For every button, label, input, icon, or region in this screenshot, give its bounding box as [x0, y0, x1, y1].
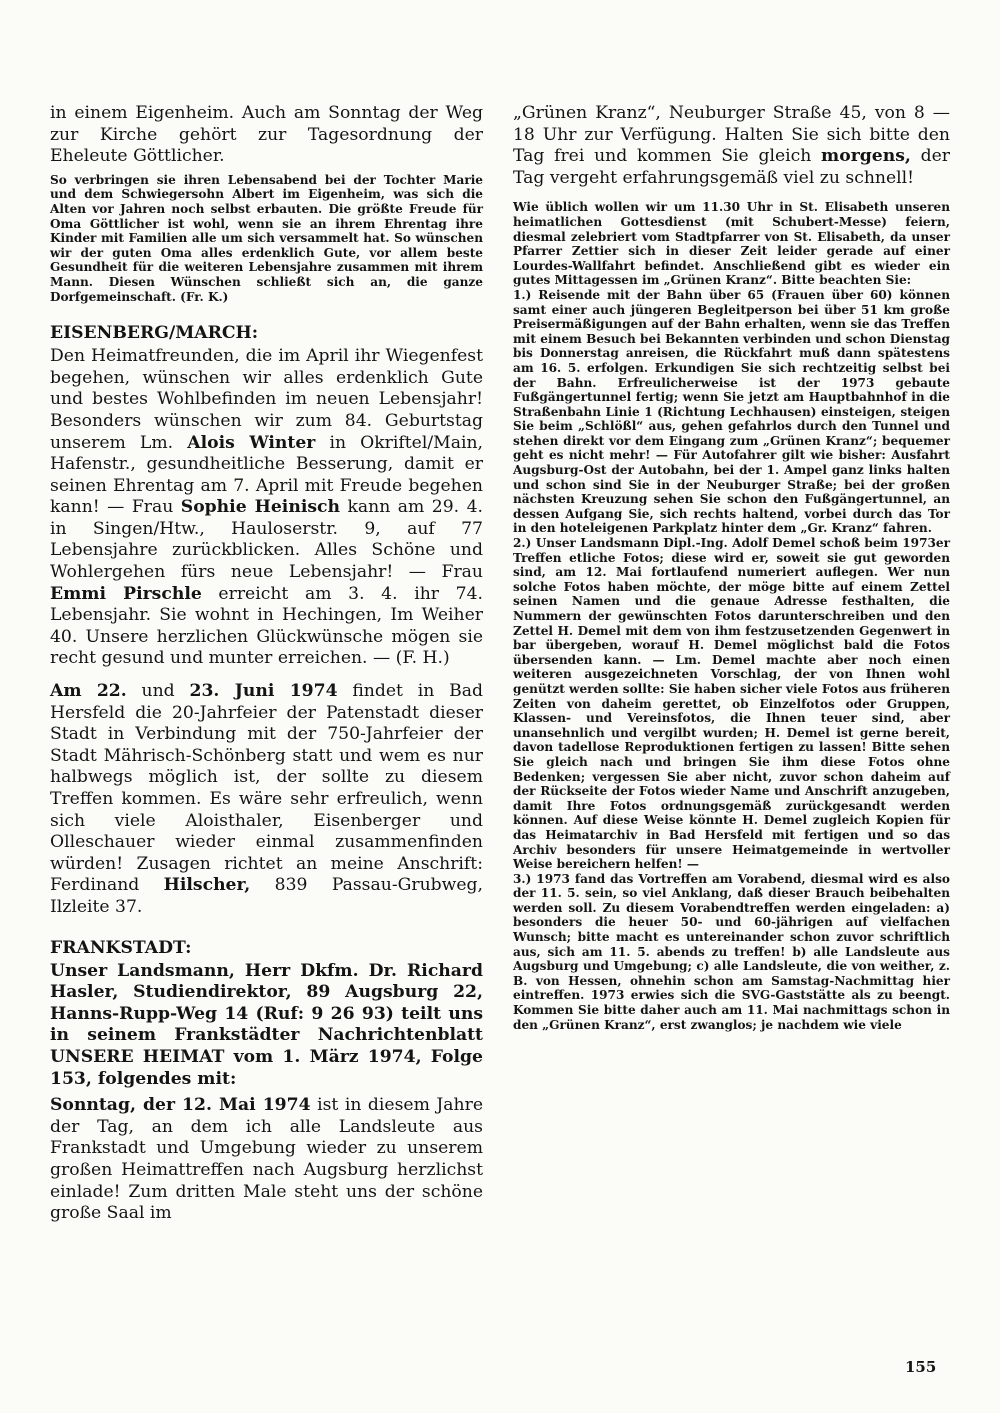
- bold-text: Hilscher,: [163, 875, 251, 896]
- section-heading-frankstadt: FRANKSTADT:: [50, 937, 192, 958]
- paragraph-gottesdienst: Wie üblich wollen wir um 11.30 Uhr in St. Elisabeth unseren heimatlichen Gottesdienst (mit Schubert-Messe) feiern, diesmal zelebriert vom Stadtpfarrer von St. Elisabeth, da unser Pfarrer Zettier sich in dieser Zeit leider gerade auf einer Lourdes-Wallfahrt befindet. Anschließend gibt es wieder ein gutes Mittagessen im „Grünen Kranz“. Bitte beachten Sie:: [513, 200, 950, 288]
- paragraph-goettlicher-intro: in einem Eigenheim. Auch am Sonntag der Weg zur Kirche gehört zur Tagesordnung der Eheleute Göttlicher.: [50, 103, 483, 167]
- text-run: erst zwanglos; je nachdem wie viele: [655, 1017, 902, 1032]
- paragraph-eisenberg-birthdays: [50, 346, 483, 670]
- bold-text: Namen: [571, 594, 621, 609]
- paragraph-item-3-vortreffen: [513, 872, 950, 1033]
- page-number: 155: [905, 1358, 937, 1376]
- bold-text: am 16. 5.: [513, 360, 581, 375]
- text-run: „Grünen Kranz“, Neuburger Straße 45, von 8 — 18 Uhr zur Verfügung. Halten Sie sich bitte den Tag frei und kommen Sie gleich: [513, 103, 950, 167]
- text-run: 1.) Reisende mit der Bahn über 65 (Frauen über 60) können samt einer auch jüngeren Begleitperson bei über 51 km große Preisermäßigungen auf der Bahn erhalten, wenn sie das Treffen mit einem Besuch bei Bekannten verbinden und schon Dienstag bis Donnerstag anreisen, die Rückfahrt muß dann spätestens: [513, 287, 950, 361]
- text-run: ist in diesem Jahre der Tag, an dem ich alle Landsleute aus Frankstadt und Umgebung wieder zu unserem großen Heimattreffen nach Augsburg herzlichst einlade! Zum dritten Male steht uns der schöne große Saal im: [50, 1095, 483, 1224]
- text-run: schon zuvor schriftlich aus, sich am 11. 5. abends zu treffen! b): [513, 930, 950, 959]
- text-run: und: [126, 681, 190, 702]
- right-column: [513, 103, 950, 1032]
- text-run: 3.) 1973 fand das: [513, 871, 639, 886]
- text-run: 2.) Unser Landsmann Dipl.-Ing. Adolf Demel schoß beim 1973er Treffen etliche Fotos; diese wird er, soweit sie gut geworden sind, am 12. Mai fortlaufend numeriert auflegen. Wer nun solche Fotos haben möchte, der möge bitte auf einem Zettel seinen: [513, 536, 950, 609]
- bold-text: alle: [813, 944, 839, 959]
- bold-text: Sonntag, der 12. Mai 1974: [50, 1095, 311, 1116]
- text-run: 839 Passau-Grubweg, Ilzleite 37.: [50, 875, 483, 917]
- text-run: der Tag vergeht erfahrungsgemäß viel zu schnell!: [513, 146, 950, 188]
- paragraph-goettlicher-wishes: So verbringen sie ihren Lebensabend bei der Tochter Marie und dem Schwiegersohn Albert im Eigenheim, was sich die Alten vor Jahren noch selbst erbauten. Die größte Freude für Oma Göttlicher ist wohl, wenn sie an ihrem Ehrentag ihre Kinder mit Familien alle um sich versammelt hat. So wünschen wir der guten Oma alles erdenklich Gute, vor allem beste Gesundheit für die weiteren Lebensjahre zusammen mit ihrem Mann. Diesen Wünschen schließt sich an, die ganze Dorfgemeinschaft. (Fr. K.): [50, 172, 483, 304]
- text-run: Den Heimatfreunden, die im April ihr Wiegenfest begehen, wünschen wir alles erdenklich Gute und bestes Wohlbefinden im neuen Lebensjahr! Besonders wünschen wir zum 84. Geburtstag unserem Lm.: [50, 346, 483, 453]
- text-run: Landsleute aus Augsburg und Umgebung; c) alle Landsleute, die von weither, z. B. von Hessen, ohnehin schon am Samstag-Nachmittag hier eintreffen. 1973 erwies sich die SVG-Gaststätte als zu beengt. Kommen Sie bitte daher auch am 11. Mai nachmittags schon in den: [513, 944, 950, 1032]
- paragraph-item-2-photos: [513, 536, 950, 872]
- paragraph-gruener-kranz: [513, 103, 950, 189]
- text-run: erfolgen. Erkundigen Sie sich rechtzeitig selbst bei der Bahn. Erfreulicherweise ist der 1973 gebaute Fußgängertunnel fertig; wenn Sie jetzt am Hauptbahnhof in die Straßenbahn Linie 1 (Richtung Lechhausen) einsteigen, steigen Sie beim „Schlößl“ aus, gehen gefahrlos durch den Tunnel und stehen direkt vor dem Eingang zum „Grünen Kranz“; bequemer geht es nicht mehr! — Für Autofahrer gilt wie bisher: Ausfahrt Augsburg-Ost der Autobahn, bei der 1. Ampel ganz links halten und schon sind Sie in der Neuburger Straße; bei der großen nächsten Kreuzung sehen Sie schon den Fußgängertunnel, an dessen Aufgang Sie, sich rechts haltend, vorbei durch das Tor in den hoteleigenen Parkplatz hinter dem „Gr. Kranz“ fahren.: [513, 360, 950, 536]
- text-run: findet in Bad Hersfeld die 20-Jahrfeier der Patenstadt dieser Stadt in Verbindung mit der 750-Jahrfeier der Stadt Mährisch-Schönberg statt und wem es nur halbwegs möglich ist, der sollte zu diesem Treffen kommen. Es wäre sehr erfreulich, wenn sich viele Aloisthaler, Eisenberger und Olleschauer wieder einmal zusammenfinden würden! Zusagen richtet an meine Anschrift: Ferdinand: [50, 681, 483, 896]
- text-run: in Okriftel/Main, Hafenstr., gesundheitliche Besserung, damit er seinen Ehrentag am 7. April mit Freude begehen kann! — Frau: [50, 432, 483, 518]
- bold-text: Am 22.: [50, 681, 127, 702]
- paragraph-frankstadt-invitation: [50, 1095, 483, 1225]
- text-run: und die genaue: [620, 594, 775, 609]
- bold-text: Adresse: [774, 594, 828, 609]
- bold-text: morgens,: [821, 146, 911, 167]
- paragraph-frankstadt-intro: Unser Landsmann, Herr Dkfm. Dr. Richard Hasler, Studiendirektor, 89 Augsburg 22, Hanns-Rupp-Weg 14 (Ruf: 9 26 93) teilt uns in seinem Frankstädter Nachrichtenblatt UNSERE HEIMAT vom 1. März 1974, Folge 153, folgendes mit:: [50, 960, 483, 1089]
- bold-text: Vortreffen: [638, 871, 708, 886]
- bold-text: Sophie Heinisch: [180, 497, 340, 518]
- bold-text: Alois Winter: [187, 432, 316, 453]
- bold-text: 23. Juni 1974: [189, 681, 338, 702]
- paragraph-item-1-travel: [513, 288, 950, 536]
- left-column: [50, 103, 483, 1225]
- text-run: kann am 29. 4. in Singen/Htw., Hauloserstr. 9, auf 77 Lebensjahre zurückblicken. Alles Schöne und Wohlergehen fürs neue Lebensjahr! — Frau: [50, 497, 483, 583]
- section-heading-eisenberg: EISENBERG/MARCH:: [50, 323, 259, 344]
- paragraph-bad-hersfeld: [50, 681, 483, 919]
- bold-text: „Grünen Kranz“,: [542, 1017, 656, 1032]
- text-run: festhalten, die Nummern der gewünschten Fotos darunterschreiben und den Zettel H. Demel mit dem von ihm festzusetzenden Gegenwert in bar übergeben, worauf H. Demel möglichst bald die Fotos übersenden kann. — Lm. Demel machte aber noch einen weiteren ausgezeichneten Vorschlag, der von Ihnen wohl genützt werden sollte: Sie haben sicher viele Fotos aus früheren Zeiten von daheim gerettet, ob Einzelfotos oder Gruppen, Klassen- und Vereinsfotos, die Ihnen teuer sind, aber unansehnlich und vergilbt wurden; H. Demel ist gerne bereit, davon tadellose Reproduktionen fertigen zu lassen! Bitte sehen Sie gleich nach und bringen Sie ihm diese Fotos ohne Bedenken; vergessen Sie aber nicht, zuvor schon daheim auf der Rückseite der Fotos wieder Name und Anschrift anzugeben, damit Ihre Fotos ordnungsgemäß zurückgesandt werden können. Auf diese Weise könnte H. Demel zugleich Kopien für das Heimatarchiv in Bad Hersfeld mit fertigen und so das Archiv besonders für unsere Heimatgemeinde in wertvoller Weise bereichern helfen! —: [513, 594, 950, 872]
- text-run: erreicht am 3. 4. ihr 74. Lebensjahr. Sie wohnt in Hechingen, Im Weiher 40. Unsere herzlichen Glückwünsche mögen sie recht gesund und munter erreichen. — (F. H.): [50, 583, 483, 669]
- bold-text: Emmi Pirschle: [50, 583, 202, 604]
- text-run: am Vorabend, diesmal wird es also der 11. 5. sein, so viel Anklang, daß dieser Brauch beibehalten werden soll. Zu diesem Vorabendtreffen werden eingeladen: a) besonders die heuer 50- und 60-jährigen auf vielfachen Wunsch; bitte macht es: [513, 871, 950, 945]
- bold-text: untereinander: [685, 930, 784, 945]
